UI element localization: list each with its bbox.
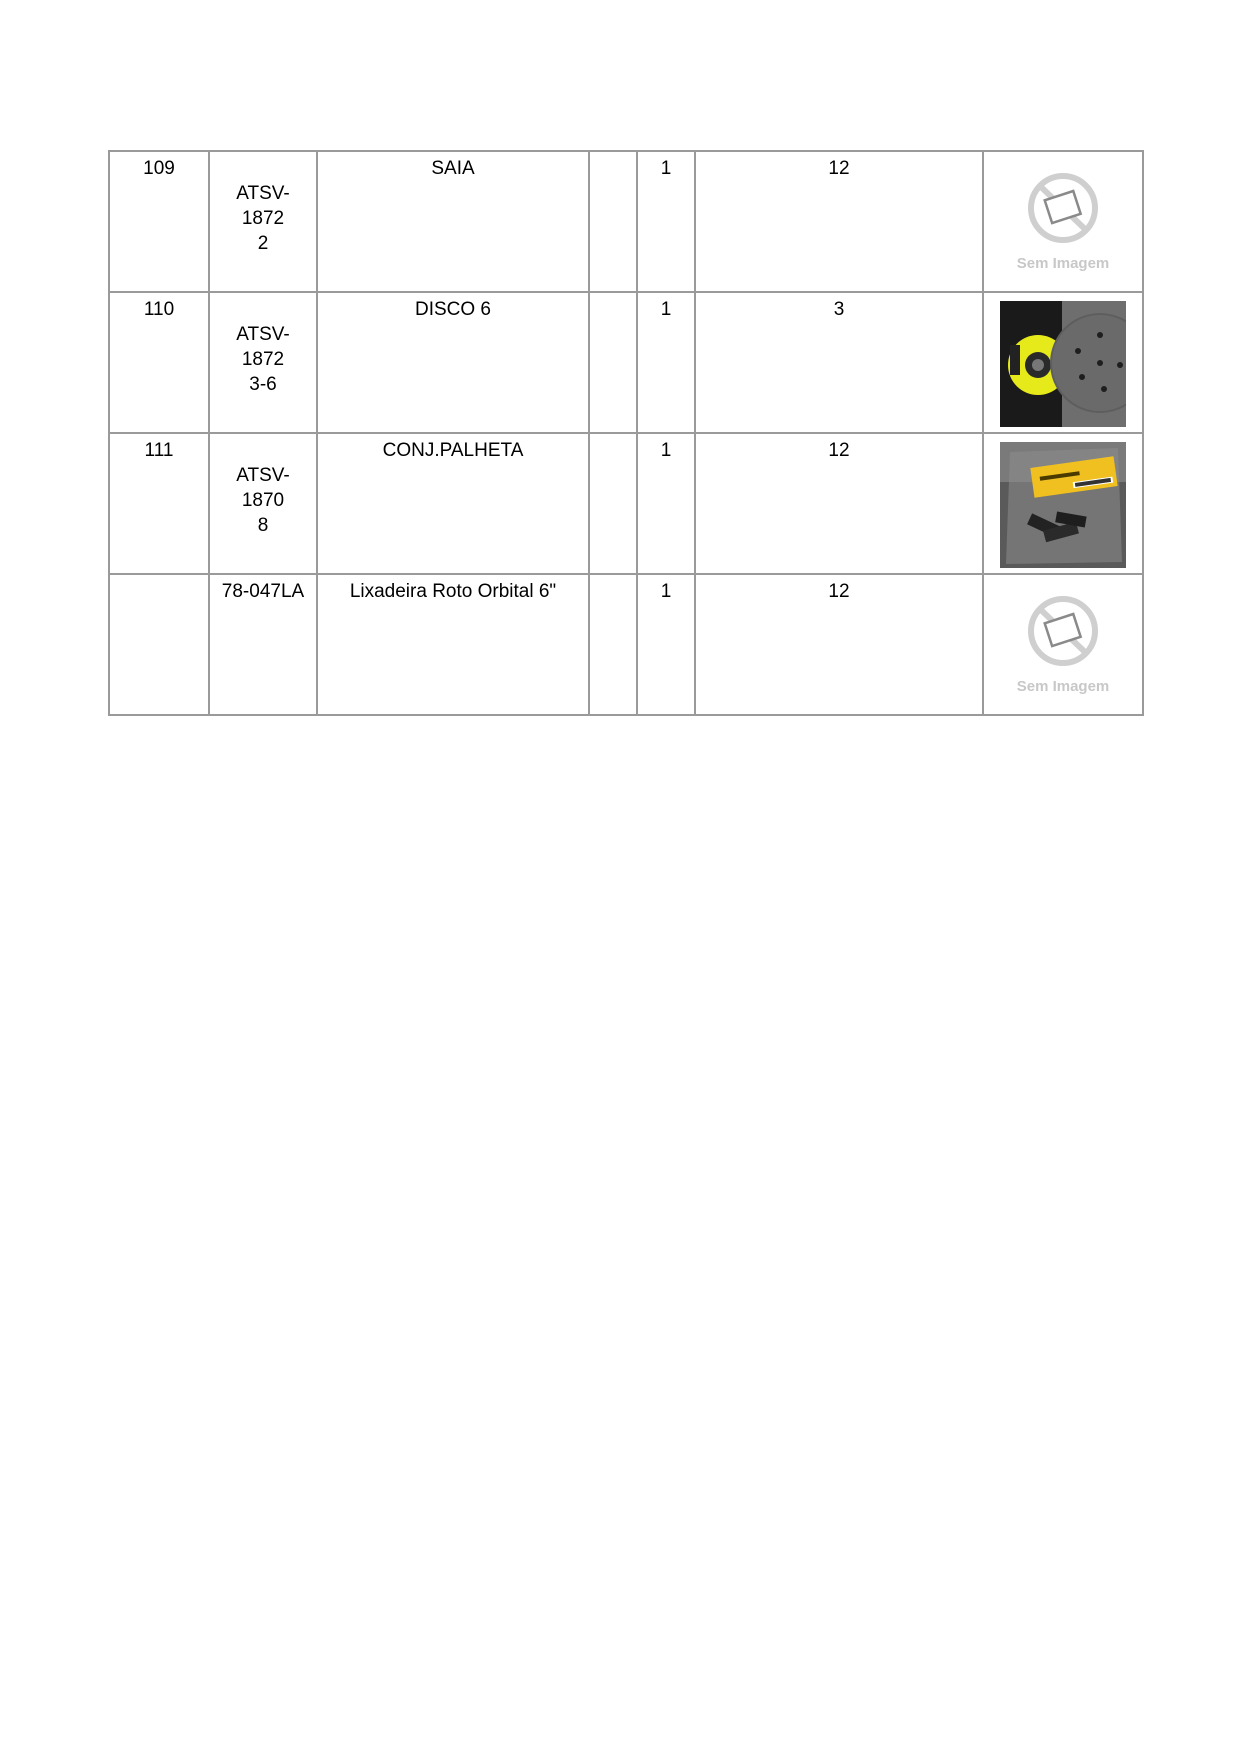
quantity-cell: 1: [637, 574, 695, 715]
part-code-cell: 78-047LA: [209, 574, 317, 715]
item-number-cell: 111: [109, 433, 209, 574]
quantity-cell: 1: [637, 292, 695, 433]
part-code-cell: [209, 151, 317, 292]
image-cell: [983, 292, 1143, 433]
part-code-line: ATSV-1872: [236, 324, 290, 370]
no-image-icon: [1000, 160, 1126, 286]
no-image-label: Sem Imagem: [1016, 255, 1110, 272]
item-number-cell: [109, 574, 209, 715]
part-code-line: ATSV-1872: [236, 183, 290, 229]
value-cell: 12: [695, 574, 983, 715]
part-code-cell: [209, 292, 317, 433]
blank-cell: [589, 292, 637, 433]
item-number-cell: 109: [109, 151, 209, 292]
item-number-cell: 110: [109, 292, 209, 433]
no-image-icon: [1000, 583, 1126, 709]
table-row: [109, 151, 1143, 292]
table-row: [109, 292, 1143, 433]
description-cell: Lixadeira Roto Orbital 6": [317, 574, 589, 715]
part-code-line: 2: [257, 233, 269, 254]
description-cell: CONJ.PALHETA: [317, 433, 589, 574]
image-cell: [983, 433, 1143, 574]
vane-set-bag-photo: [1000, 442, 1126, 568]
blank-cell: [589, 151, 637, 292]
part-code-line: 8: [257, 515, 269, 536]
image-cell: [983, 151, 1143, 292]
sanding-disc-photo: [1000, 301, 1126, 427]
table-row: [109, 574, 1143, 715]
part-code-line: ATSV-1870: [236, 465, 290, 511]
image-cell: [983, 574, 1143, 715]
quantity-cell: 1: [637, 433, 695, 574]
parts-table: [108, 150, 1144, 716]
value-cell: 12: [695, 433, 983, 574]
value-cell: 12: [695, 151, 983, 292]
no-image-label: Sem Imagem: [1016, 678, 1110, 695]
description-cell: DISCO 6: [317, 292, 589, 433]
blank-cell: [589, 574, 637, 715]
part-code-line: 3-6: [249, 374, 277, 395]
quantity-cell: 1: [637, 151, 695, 292]
part-code-cell: [209, 433, 317, 574]
value-cell: 3: [695, 292, 983, 433]
description-cell: SAIA: [317, 151, 589, 292]
table-row: [109, 433, 1143, 574]
blank-cell: [589, 433, 637, 574]
